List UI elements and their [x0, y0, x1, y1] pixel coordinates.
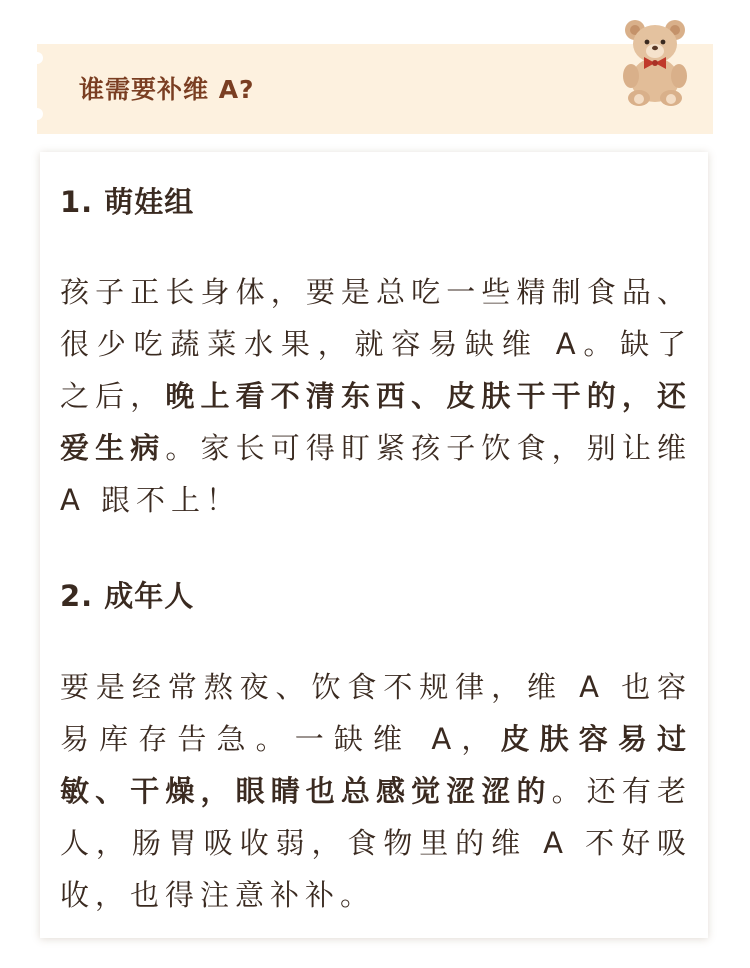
body-text: 。家长可得盯紧孩子饮食，别让维 A 跟不上！ [60, 431, 692, 517]
section-title: 2. 成年人 [60, 579, 195, 613]
section-paragraph [60, 661, 692, 921]
body-text: 孩子正长身体，要是总吃一些精制食品、很少吃蔬菜水果，就容易缺维 A。缺了之后， [60, 275, 692, 413]
teddy-bear-icon [617, 12, 697, 108]
section-title: 1. 萌娃组 [60, 185, 195, 219]
emphasis-text: 皮肤容易过敏、干燥，眼睛也总感觉涩涩的 [60, 722, 692, 808]
section-paragraph [60, 266, 692, 526]
emphasis-text: 晚上看不清东西、皮肤干干的，还爱生病 [60, 379, 692, 465]
content-card [40, 152, 708, 938]
body-text: 。还有老人，肠胃吸收弱，食物里的维 A 不好吸收，也得注意补补。 [60, 774, 692, 912]
body-text: 要是经常熬夜、饮食不规律，维 A 也容易库存告急。一缺维 A， [60, 670, 692, 756]
header-banner [37, 44, 713, 134]
page-title: 谁需要补维 A? [79, 75, 255, 104]
